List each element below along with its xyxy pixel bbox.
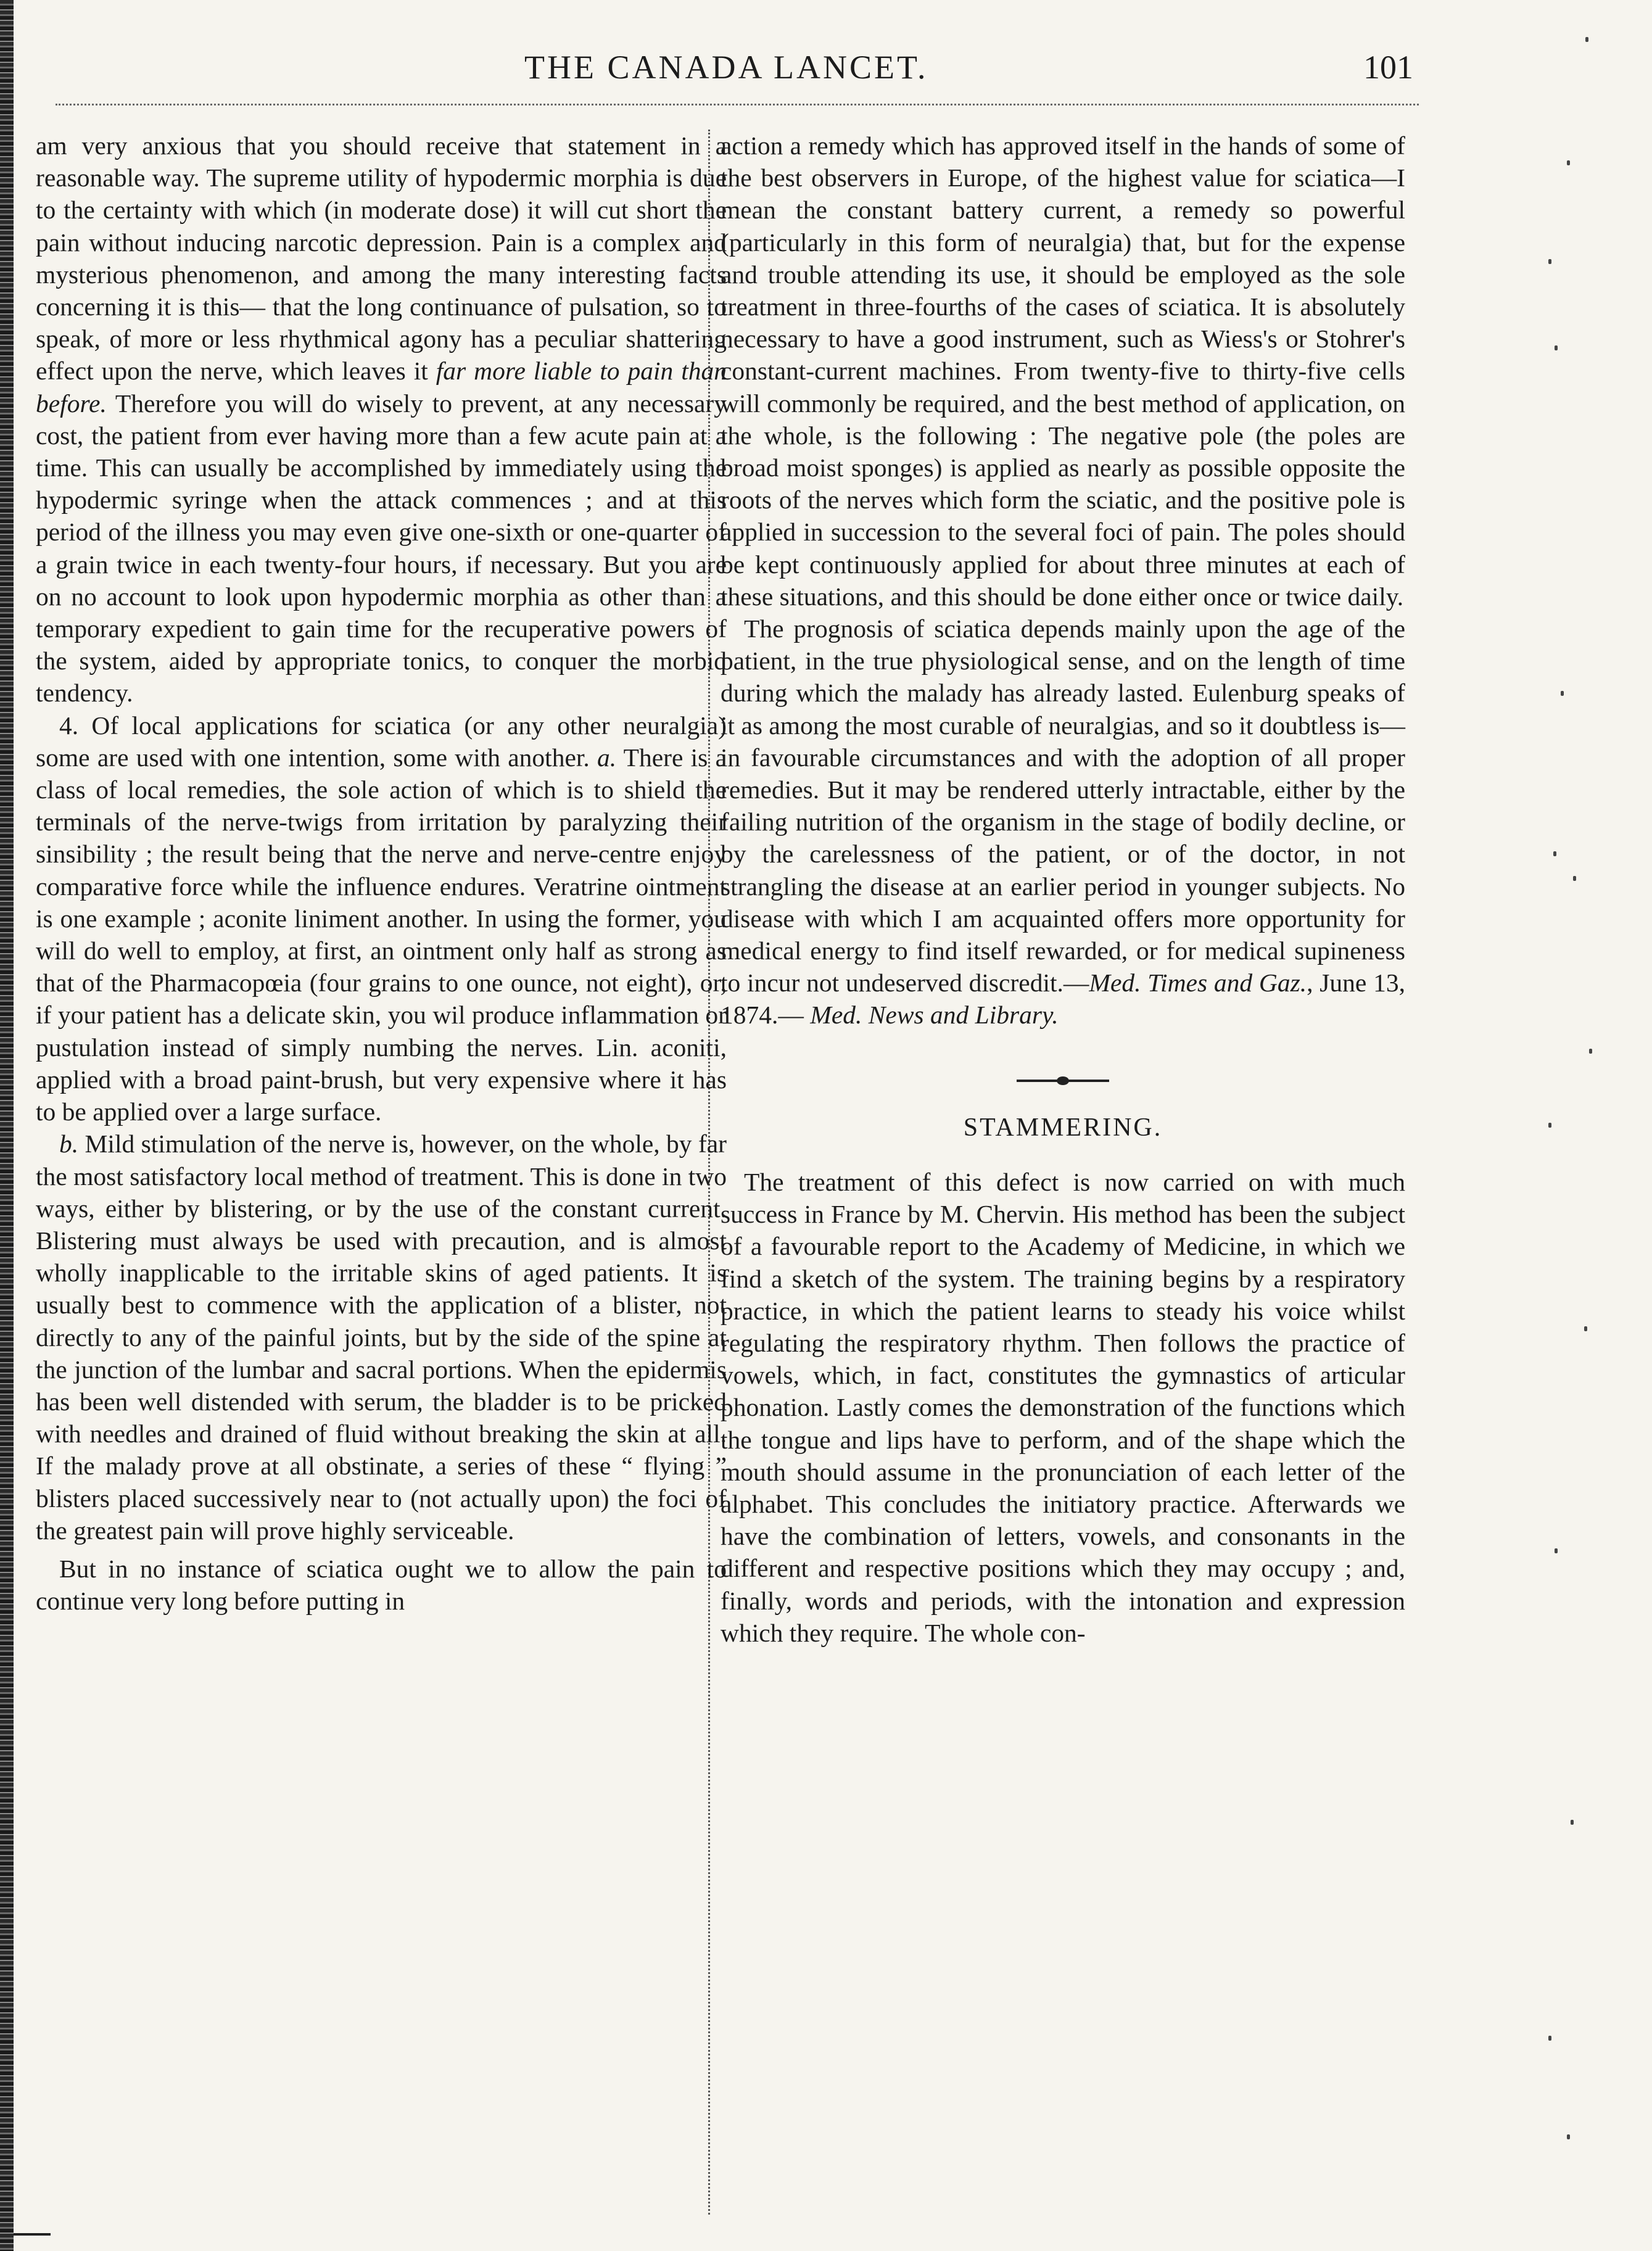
italic-text: far more liable to pain than before. <box>36 357 727 418</box>
paragraph <box>36 130 727 709</box>
paragraph-text: am very anxious that you should receive that statement in a reasonable way. The supreme utility of hypodermic morphia is due to the certainty with which (in moderate dose) it will cut short the pain without inducing narcotic depression. Pain is a complex and mysterious phenomenon, and among the many interesting facts concerning it is this— that the long continuance of pulsation, so to speak, of more or less rhythmical agony has a peculiar shattering effect upon the nerve, which leaves it <box>36 131 727 386</box>
paragraph-text: 4. Of local applications for sciatica (or any other neuralgia) some are used with one intention, some with another. <box>36 711 727 772</box>
page-header <box>37 48 1413 97</box>
paragraph-text: But in no instance of sciatica ought we to allow the pain to continue very long before putting in <box>36 1554 727 1616</box>
paragraph-text: Therefore you will do wisely to prevent, at any necessary cost, the patient from ever having more than a few acute pain at a time. This can usually be accomplished by immediately using the hypodermic syringe when the attack commences ; and at this period of the illness you may even give one-sixth or one-quarter of a grain twice in each twenty-four hours, if necessary. But you are on no account to look upon hypodermic morphia as other than a temporary expedient to gain time for the recuperative powers of the system, aided by appropriate tonics, to conquer the morbid tendency. <box>36 389 727 708</box>
citation-date: , June 13, 1874.— <box>721 969 1405 1030</box>
paragraph-text: The prognosis of sciatica depends mainly upon the age of the patient, in the true physiological sense, and on the length of time during which the malady has already lasted. Eulenburg speaks of it as among the most curable of neuralgias, and so it doubtless is—in favourable circumstances and with the adoption of all proper remedies. But it may be rendered utterly intractable, either by the failing nutrition of the organism in the stage of bodily decline, or by the carelessness of the patient, or of the doctor, in not strangling the disease at an earlier period in younger subjects. No disease with which I am acquainted offers more opportunity for medical energy to find itself rewarded, or for medical supineness to incur not undeserved discredit.— <box>721 614 1405 997</box>
paragraph-text: Mild stimulation of the nerve is, however, on the whole, by far the most satisfactory local method of treatment. This is done in two ways, either by blistering, or by the use of the constant current. Blistering must always be used with precaution, and is almost wholly inapplicable to the irritable skins of aged patients. It is usually best to commence with the application of a blister, not directly to any of the painful joints, but by the side of the spine at the junction of the lumbar and sacral portions. When the epidermis has been well distended with serum, the bladder is to be pricked with needles and drained of fluid without breaking the skin at all. If the malady prove at all obstinate, a series of these “ flying ” blisters placed successively near to (not actually upon) the foci of the greatest pain will prove highly serviceable. <box>36 1130 727 1545</box>
header-rule <box>56 104 1419 105</box>
scan-artifacts <box>1530 0 1652 2251</box>
paragraph-text: The treatment of this defect is now carried on with much success in France by M. Chervin. His method has been the subject of a favourable report to the Academy of Medicine, in which we find a sketch of the system. The training begins by a respiratory practice, in which the patient learns to steady his voice whilst regulating the respiratory rhythm. Then follows the practice of vowels, which, in fact, constitutes the gymnastics of articular phonation. Lastly comes the demonstration of the functions which the tongue and lips have to perform, and of the shape which the mouth should assume in the pronunciation of each letter of the alphabet. This concludes the initiatory practice. Afterwards we have the combination of letters, vowels, and consonants in the different and respective positions which they may occupy ; and, finally, words and periods, with the intonation and expression which they require. The whole con- <box>721 1167 1405 1647</box>
paragraph <box>36 1128 727 1547</box>
section-divider <box>1017 1080 1109 1082</box>
paragraph <box>36 709 727 1128</box>
page-corner-mark <box>14 2233 51 2236</box>
paragraph <box>721 130 1405 613</box>
paragraph <box>721 613 1405 1031</box>
right-column <box>721 130 1405 1649</box>
section-heading: STAMMERING. <box>963 1113 1163 1142</box>
page-number: 101 <box>1363 49 1413 86</box>
paragraph-text: There is a class of local remedies, the sole action of which is to shield the terminals of the nerve-twigs from irritation by paralyzing their sinsibility ; the result being that the nerve and nerve-centre enjoy comparative force while the influence endures. Veratrine ointment is one example ; aconite liniment another. In using the former, you will do well to employ, at first, an ointment only half as strong as that of the Pharmacopœia (four grains to one ounce, not eight), or, if your patient has a delicate skin, you wil produce inflammation or pustulation instead of simply numbing the nerves. Lin. aconiti, applied with a broad paint-brush, but very expensive where it has to be applied over a large surface. <box>36 743 727 1126</box>
citation: Med. News and Library. <box>810 1001 1059 1030</box>
paragraph <box>36 1553 727 1617</box>
paragraph-text: action a remedy which has approved itself in the hands of some of the best observers in Europe, of the highest value for sciatica—I mean the constant battery current, a remedy so powerful (particularly in this form of neuralgia) that, but for the expense and trouble attending its use, it should be employed as the sole treatment in three-fourths of the cases of sciatica. It is absolutely necessary to have a good instrument, such as Wiess's or Stohrer's constant-current machines. From twenty-five to thirty-five cells will commonly be required, and the best method of application, on the whole, is the following : The negative pole (the poles are broad moist sponges) is applied as nearly as possible opposite the roots of the nerves which form the sciatic, and the positive pole is applied in succession to the several foci of pain. The poles should be kept continuously applied for about three minutes at each of these situations, and this should be done either once or twice daily. <box>721 131 1405 611</box>
left-column <box>36 130 727 1617</box>
binding-edge <box>0 0 14 2251</box>
running-title: THE CANADA LANCET. <box>524 49 928 86</box>
list-marker: a. <box>597 743 617 772</box>
citation: Med. Times and Gaz. <box>1089 969 1307 997</box>
list-marker: b. <box>59 1130 79 1159</box>
paragraph <box>721 1166 1405 1649</box>
